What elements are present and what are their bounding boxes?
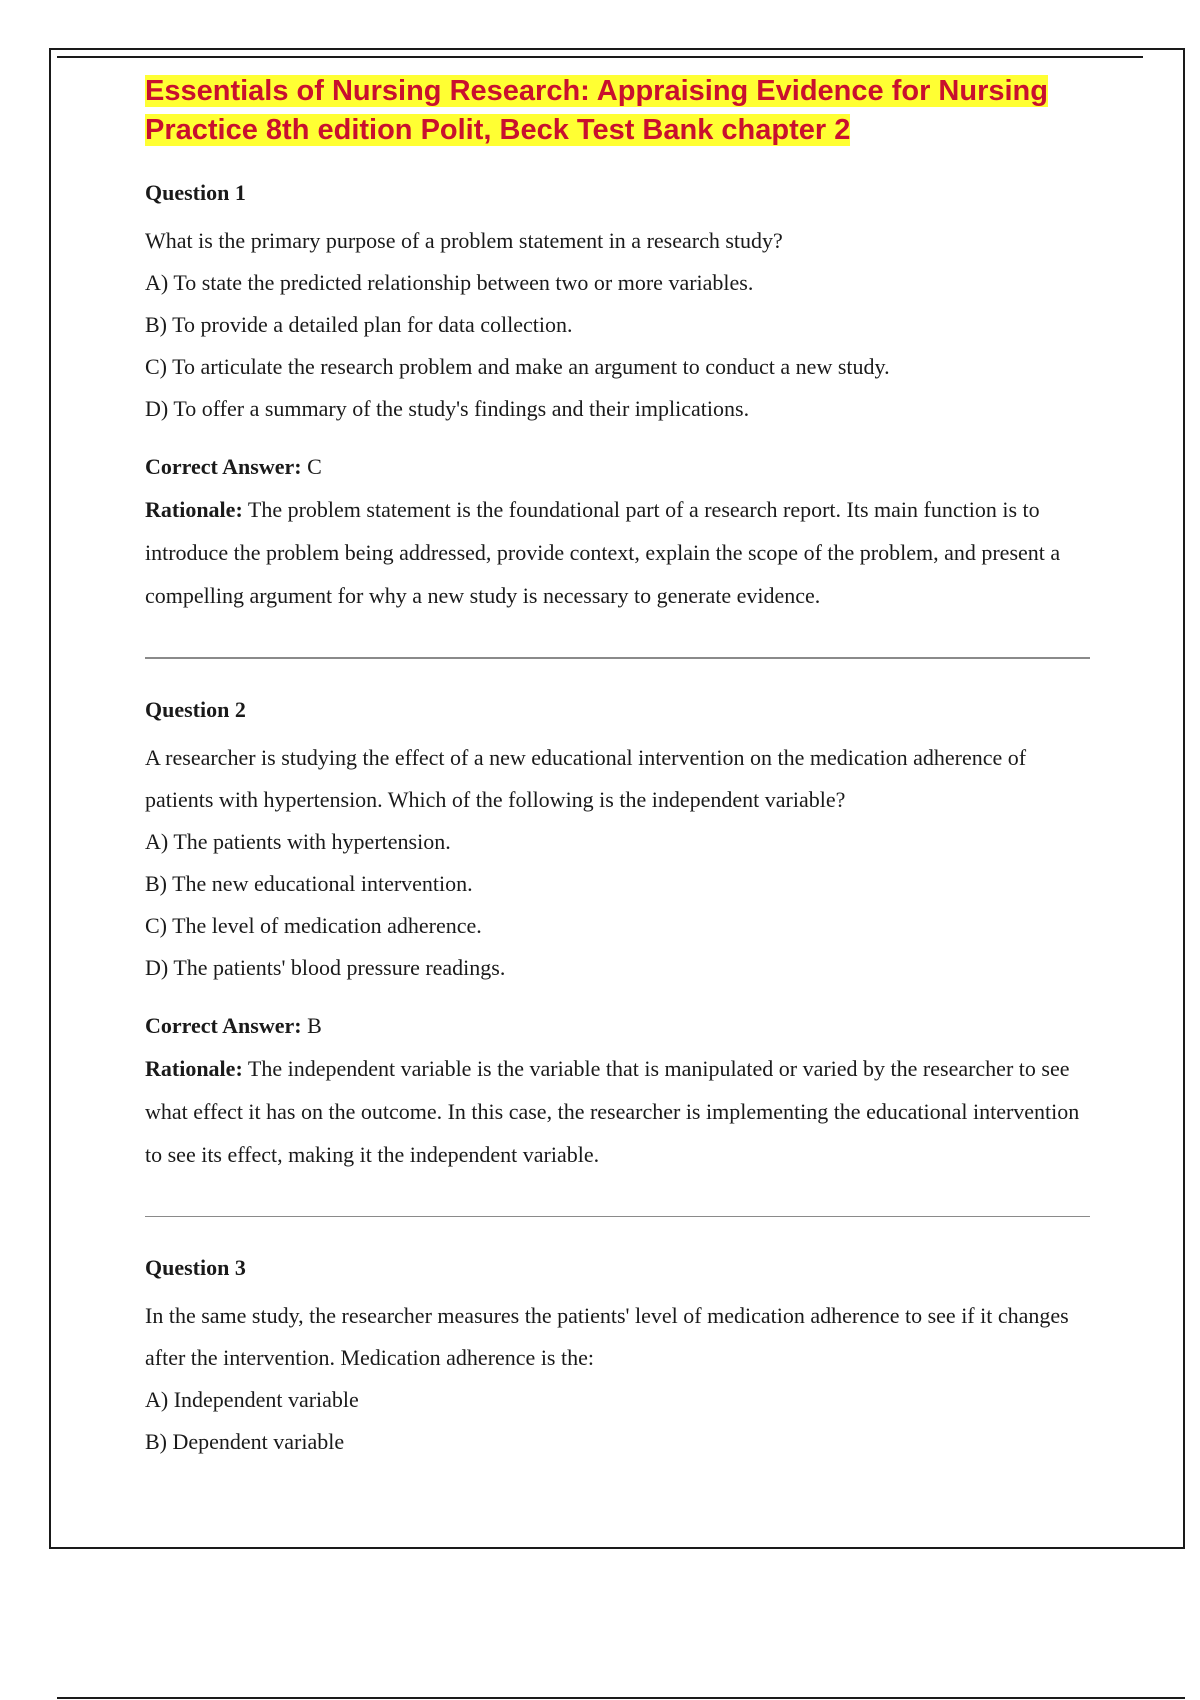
question-3-option-a: A) Independent variable [145, 1387, 359, 1412]
question-2-option-b: B) The new educational intervention. [145, 871, 473, 896]
title-line-1: Essentials of Nursing Research: Appraising Evidence for Nursing [145, 75, 1048, 107]
question-1 [145, 180, 1090, 617]
document-title [145, 72, 1090, 150]
rationale-label: Rationale: [145, 497, 243, 522]
document-content [145, 72, 1090, 1463]
question-2-answer-value: B [307, 1013, 322, 1038]
question-1-text: What is the primary purpose of a problem statement in a research study? [145, 228, 783, 253]
bottom-rule [57, 1697, 1185, 1699]
question-2-correct-answer [145, 1013, 1090, 1039]
divider-1 [145, 657, 1090, 659]
question-1-option-b: B) To provide a detailed plan for data collection. [145, 312, 573, 337]
question-1-answer-value: C [307, 454, 322, 479]
question-1-rationale [145, 488, 1090, 617]
correct-answer-label: Correct Answer: [145, 1013, 302, 1038]
question-2-rationale [145, 1047, 1090, 1176]
question-2-option-a: A) The patients with hypertension. [145, 829, 451, 854]
correct-answer-label: Correct Answer: [145, 454, 302, 479]
question-2-rationale-text: The independent variable is the variable that is manipulated or varied by the researcher to see what effect it has on the outcome. In this case, the researcher is implementing the educational intervention to see its effect, making it the independent variable. [145, 1056, 1080, 1167]
question-2-heading: Question 2 [145, 697, 246, 722]
rationale-label: Rationale: [145, 1056, 243, 1081]
question-2-option-c: C) The level of medication adherence. [145, 913, 482, 938]
divider-2 [145, 1216, 1090, 1217]
question-2-option-d: D) The patients' blood pressure readings. [145, 955, 506, 980]
question-1-option-d: D) To offer a summary of the study's findings and their implications. [145, 396, 750, 421]
question-2 [145, 697, 1090, 1176]
question-3 [145, 1255, 1090, 1463]
question-1-option-a: A) To state the predicted relationship between two or more variables. [145, 270, 754, 295]
question-1-correct-answer [145, 454, 1090, 480]
title-line-2: Practice 8th edition Polit, Beck Test Bank chapter 2 [145, 114, 851, 146]
question-3-option-b: B) Dependent variable [145, 1429, 345, 1454]
top-rule [57, 56, 1143, 58]
question-3-heading: Question 3 [145, 1255, 246, 1280]
question-1-heading: Question 1 [145, 180, 246, 205]
question-3-text: In the same study, the researcher measures the patients' level of medication adherence to see if it changes after the intervention. Medication adherence is the: [145, 1303, 1069, 1370]
question-2-text: A researcher is studying the effect of a new educational intervention on the medication adherence of patients with hypertension. Which of the following is the independent variable? [145, 745, 1027, 812]
question-1-rationale-text: The problem statement is the foundational part of a research report. Its main function is to introduce the problem being addressed, provide context, explain the scope of the problem, and present a compelling argument for why a new study is necessary to generate evidence. [145, 497, 1061, 608]
question-1-option-c: C) To articulate the research problem and make an argument to conduct a new study. [145, 354, 890, 379]
